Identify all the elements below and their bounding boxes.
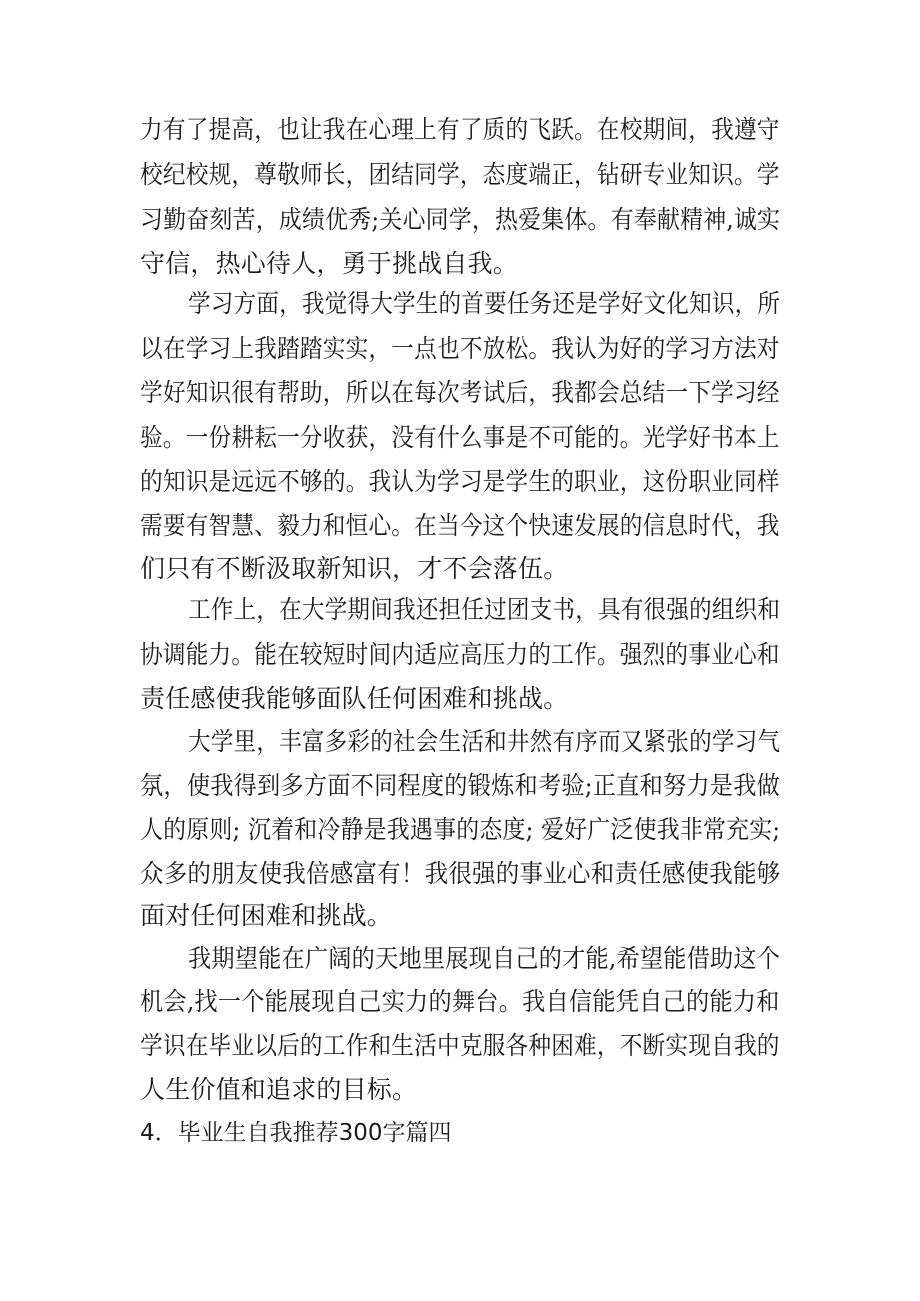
paragraph-line: 以在学习上我踏踏实实，一点也不放松。我认为好的学习方法对 [140,334,780,363]
paragraph-line: 们只有不断汲取新知识，才不会落伍。 [140,554,569,583]
paragraph-line: 学好知识很有帮助，所以在每次考试后，我都会总结一下学习经 [140,378,780,407]
paragraph-line: 需要有智慧、毅力和恒心。在当今这个快速发展的信息时代，我 [140,511,780,540]
paragraph-line: 氛，使我得到多方面不同程度的锻炼和考验;正直和努力是我做 [140,771,781,800]
paragraph-line: 大学里，丰富多彩的社会生活和井然有序而又紧张的学习气 [188,727,781,756]
paragraph-line: 机会,找一个能展现自己实力的舞台。我自信能凭自己的能力和 [140,987,780,1016]
section-heading: 4．毕业生自我推荐300字篇四 [140,1120,452,1146]
paragraph-line: 面对任何困难和挑战。 [140,901,393,930]
paragraph-line: 习勤奋刻苦，成绩优秀;关心同学，热爱集体。有奉献精神,诚实 [140,205,781,234]
paragraph-line: 众多的朋友使我倍感富有！我很强的事业心和责任感使我能够 [140,859,781,888]
paragraph-line: 学习方面，我觉得大学生的首要任务还是学好文化知识，所 [188,289,781,318]
paragraph-line: 工作上，在大学期间我还担任过团支书，具有很强的组织和 [188,595,781,624]
paragraph-line: 学识在毕业以后的工作和生活中克服各种困难，不断实现自我的 [140,1031,780,1060]
paragraph-line: 人生价值和追求的目标。 [140,1075,418,1104]
paragraph-line: 我期望能在广阔的天地里展现自己的才能,希望能借助这个 [188,944,781,973]
paragraph-line: 人的原则; 沉着和冷静是我遇事的态度; 爱好广泛使我非常充实; [140,815,781,844]
paragraph-line: 的知识是远远不够的。我认为学习是学生的职业，这份职业同样 [140,467,780,496]
paragraph-line: 验。一份耕耘一分收获，没有什么事是不可能的。光学好书本上 [140,423,780,452]
paragraph-line: 力有了提高，也让我在心理上有了质的飞跃。在校期间，我遵守 [140,115,780,144]
paragraph-line: 责任感使我能够面队任何困难和挑战。 [140,684,569,713]
paragraph-line: 校纪校规，尊敬师长，团结同学，态度端正，钻研专业知识。学 [140,160,780,189]
paragraph-line: 守信，热心待人，勇于挑战自我。 [140,249,519,278]
paragraph-line: 协调能力。能在较短时间内适应高压力的工作。强烈的事业心和 [140,640,780,669]
